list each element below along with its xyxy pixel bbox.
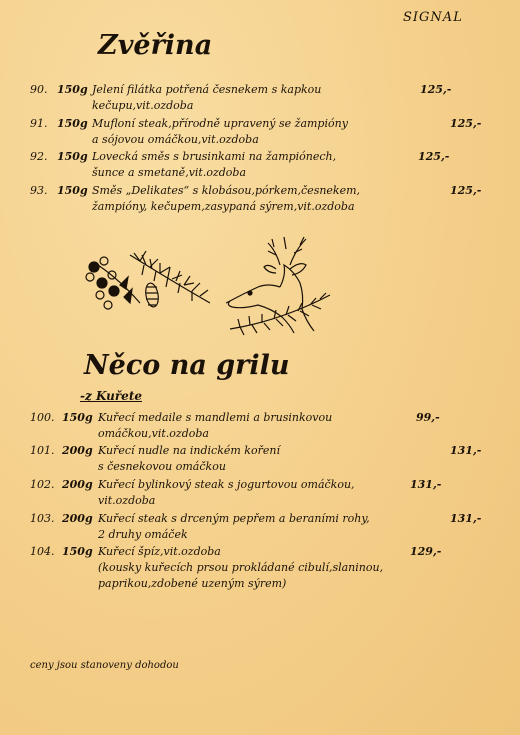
item-weight: 200g <box>62 444 93 457</box>
item-description: Kuřecí bylinkový steak s jogurtovou omáčkou, <box>98 478 355 491</box>
item-weight: 200g <box>62 512 93 525</box>
item-description-cont: šunce a smetaně,vit.ozdoba <box>92 166 247 179</box>
item-weight: 150g <box>57 150 88 163</box>
item-weight: 150g <box>57 117 88 130</box>
item-description-cont: s česnekovou omáčkou <box>98 460 226 473</box>
item-description-cont: paprikou,zdobené uzeným sýrem) <box>98 577 287 590</box>
section-subtitle: -z Kuřete <box>80 389 142 403</box>
deer-and-pine-illustration <box>80 225 340 337</box>
item-price: 129,- <box>410 545 442 558</box>
menu-item <box>0 410 520 442</box>
item-description: Kuřecí špíz,vit.ozdoba <box>98 545 221 558</box>
item-description: Mufloní steak,přírodně upravený se žampióny <box>92 117 348 130</box>
signal-label: SIGNAL <box>403 10 463 25</box>
item-description: Kuřecí nudle na indickém koření <box>98 444 280 457</box>
section-title-game: Zvěřina <box>98 30 213 61</box>
item-description-cont: žampióny, kečupem,zasypaná sýrem,vit.ozdoba <box>92 200 355 213</box>
item-number: 102. <box>30 478 55 491</box>
pine-branch-icon <box>230 293 330 335</box>
item-description: Kuřecí medaile s mandlemi a brusinkovou <box>98 411 333 424</box>
item-price: 125,- <box>420 83 452 96</box>
item-weight: 150g <box>62 545 93 558</box>
item-price: 125,- <box>450 117 482 130</box>
item-description-cont: vit.ozdoba <box>98 494 156 507</box>
menu-item <box>0 511 520 543</box>
item-description: Jelení filátka potřená česnekem s kapkou <box>92 83 322 96</box>
menu-item <box>0 116 520 148</box>
item-description-cont: a sójovou omáčkou,vit.ozdoba <box>92 133 259 146</box>
item-number: 91. <box>30 117 48 130</box>
section-title-grill: Něco na grilu <box>84 350 290 381</box>
berry-sprig-icon <box>86 257 140 309</box>
item-number: 93. <box>30 184 48 197</box>
menu-item <box>0 443 520 475</box>
item-weight: 150g <box>57 83 88 96</box>
menu-item <box>0 183 520 215</box>
item-number: 92. <box>30 150 48 163</box>
item-weight: 200g <box>62 478 93 491</box>
item-description: Kuřecí steak s drceným pepřem a beraními rohy, <box>98 512 370 525</box>
item-price: 99,- <box>416 411 440 424</box>
item-weight: 150g <box>57 184 88 197</box>
menu-item <box>0 477 520 509</box>
item-description-cont: 2 druhy omáček <box>98 528 188 541</box>
item-price: 131,- <box>410 478 442 491</box>
item-price: 125,- <box>418 150 450 163</box>
item-description: Lovecká směs s brusinkami na žampiónech, <box>92 150 337 163</box>
deer-head-icon <box>226 237 314 333</box>
pine-branch-icon <box>130 251 210 308</box>
item-weight: 150g <box>62 411 93 424</box>
item-number: 104. <box>30 545 55 558</box>
item-number: 101. <box>30 444 55 457</box>
item-number: 90. <box>30 83 48 96</box>
item-description-cont: kečupu,vit.ozdoba <box>92 99 194 112</box>
item-number: 100. <box>30 411 55 424</box>
item-price: 125,- <box>450 184 482 197</box>
item-description-cont: omáčkou,vit.ozdoba <box>98 427 209 440</box>
menu-item <box>0 82 520 114</box>
item-description-cont: (kousky kuřecích prsou prokládané cibulí,slaninou, <box>98 561 384 574</box>
price-note: ceny jsou stanoveny dohodou <box>30 660 179 671</box>
item-price: 131,- <box>450 444 482 457</box>
item-price: 131,- <box>450 512 482 525</box>
item-description: Směs „Delikates“ s klobásou,pórkem,česnekem, <box>92 184 361 197</box>
menu-item <box>0 544 520 592</box>
item-number: 103. <box>30 512 55 525</box>
menu-item <box>0 149 520 181</box>
